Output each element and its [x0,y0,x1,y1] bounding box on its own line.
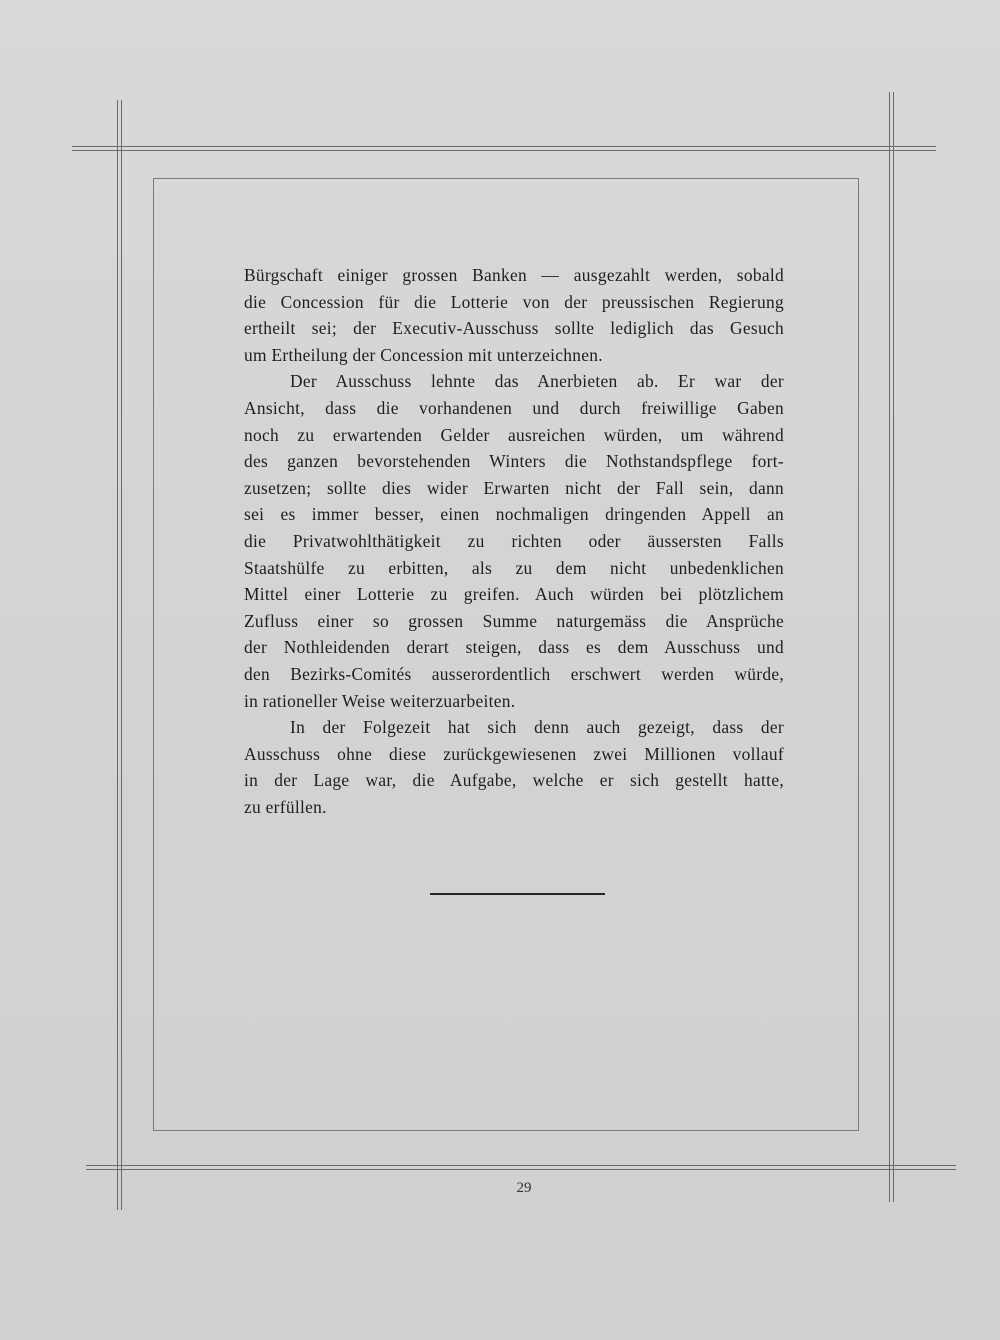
body-text [244,262,784,820]
frame-right-line-2 [893,92,894,1202]
text-line: die Privatwohlthätigkeit zu richten oder äussersten Falls [244,530,784,551]
text-line: In der Folgezeit hat sich denn auch gezeigt, dass der [290,717,784,738]
closing-rule [430,893,605,895]
text-line: um Ertheilung der Concession mit unterzeichnen. [244,344,603,365]
page-number: 29 [516,1180,532,1196]
text-line: die Concession für die Lotterie von der preussischen Regierung [244,291,784,312]
text-line: in rationeller Weise weiterzuarbeiten. [244,690,516,711]
text-line: Zufluss einer so grossen Summe naturgemäss die Ansprüche [244,610,784,631]
frame-left-line-1 [117,100,118,1210]
text-line: der Nothleidenden derart steigen, dass es dem Ausschuss und [244,637,784,658]
text-line: zusetzen; sollte dies wider Erwarten nicht der Fall sein, dann [244,477,784,498]
frame-bottom-line-1 [86,1165,956,1166]
text-line: zu erfüllen. [244,796,327,817]
text-line: sei es immer besser, einen nochmaligen dringenden Appell an [244,504,784,525]
text-line: in der Lage war, die Aufgabe, welche er sich gestellt hatte, [244,770,784,791]
text-line: Staatshülfe zu erbitten, als zu dem nicht unbedenklichen [244,557,784,578]
frame-top-line-2 [72,150,936,151]
text-line: Der Ausschuss lehnte das Anerbieten ab. Er war der [290,371,784,392]
text-line: ertheilt sei; der Executiv-Ausschuss sollte lediglich das Gesuch [244,318,784,339]
frame-top-line-1 [72,146,936,147]
text-line: noch zu erwartenden Gelder ausreichen würden, um während [244,424,784,445]
text-line: Mittel einer Lotterie zu greifen. Auch würden bei plötzlichem [244,584,784,605]
frame-right-line-1 [889,92,890,1202]
text-line: Ansicht, dass die vorhandenen und durch freiwillige Gaben [244,397,784,418]
frame-left-line-2 [121,100,122,1210]
text-line: des ganzen bevorstehenden Winters die Nothstandspflege fort- [244,451,784,472]
text-line: Ausschuss ohne diese zurückgewiesenen zwei Millionen vollauf [244,743,784,764]
text-line: Bürgschaft einiger grossen Banken — ausgezahlt werden, sobald [244,265,784,285]
text-line: den Bezirks-Comités ausserordentlich erschwert werden würde, [244,663,784,684]
frame-bottom-line-2 [86,1169,956,1170]
